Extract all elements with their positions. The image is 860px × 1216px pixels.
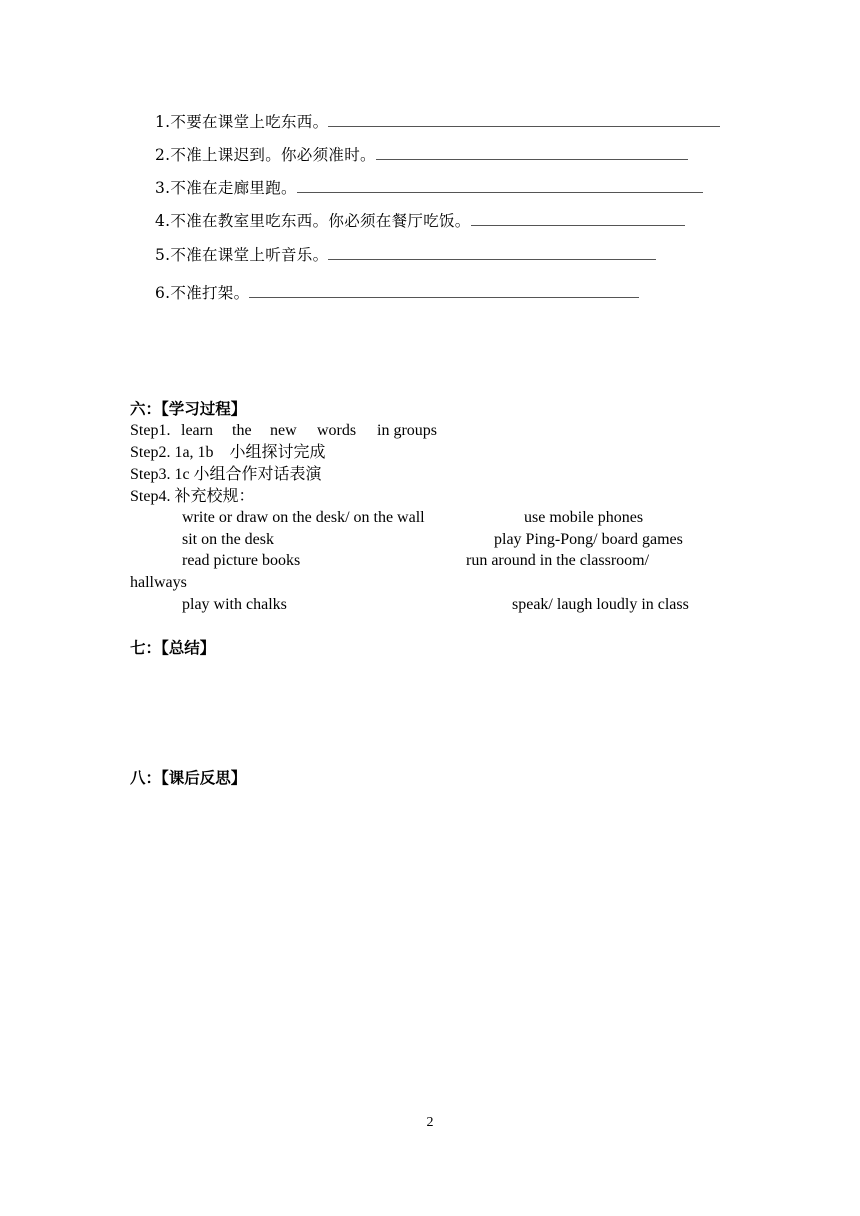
translation-item	[155, 245, 656, 265]
answer-blank[interactable]	[249, 283, 639, 298]
item-text: 不准上课迟到。你必须准时。	[170, 146, 376, 164]
step1-word: words	[317, 422, 357, 439]
rule-item: play Ping-Pong/ board games	[494, 531, 683, 548]
item-number: 6.	[155, 284, 171, 302]
section-heading-learning-process: 六：【学习过程】	[130, 400, 247, 418]
translation-item	[155, 145, 688, 165]
step2-line: Step2. 1a, 1b 小组探讨完成	[130, 444, 326, 461]
section-heading-reflection: 八：【课后反思】	[130, 769, 247, 787]
rule-item: run around in the classroom/	[466, 552, 650, 569]
rule-item: write or draw on the desk/ on the wall	[182, 509, 425, 526]
rule-item: speak/ laugh loudly in class	[512, 596, 689, 613]
rule-item: read picture books	[182, 552, 301, 569]
step1-word: the	[232, 422, 252, 439]
page-number: 2	[426, 1115, 434, 1130]
rule-item: play with chalks	[182, 596, 287, 613]
step1-line	[130, 421, 437, 441]
answer-blank[interactable]	[297, 178, 703, 193]
item-text: 不要在课堂上吃东西。	[170, 113, 329, 131]
rule-item: sit on the desk	[182, 531, 274, 548]
answer-blank[interactable]	[328, 245, 656, 260]
item-text: 不准在走廊里跑。	[170, 179, 297, 197]
item-text: 不准打架。	[170, 284, 250, 302]
item-text: 不准在教室里吃东西。你必须在餐厅吃饭。	[170, 212, 471, 230]
step1-word: new	[270, 422, 297, 439]
step1-label: Step1.	[130, 422, 171, 439]
step1-word: in groups	[377, 422, 437, 439]
answer-blank[interactable]	[328, 112, 720, 127]
item-number: 5.	[155, 246, 171, 264]
item-number: 4.	[155, 212, 171, 230]
item-number: 1.	[155, 113, 171, 131]
translation-item	[155, 283, 639, 303]
translation-item	[155, 211, 685, 231]
item-number: 3.	[155, 179, 171, 197]
section-heading-summary: 七：【总结】	[130, 639, 216, 657]
translation-item	[155, 178, 703, 198]
step1-word: learn	[181, 422, 213, 439]
step3-line: Step3. 1c 小组合作对话表演	[130, 466, 322, 483]
step4-line: Step4. 补充校规：	[130, 488, 255, 505]
rule-item: use mobile phones	[524, 509, 644, 526]
answer-blank[interactable]	[471, 211, 685, 226]
item-text: 不准在课堂上听音乐。	[170, 246, 329, 264]
item-number: 2.	[155, 146, 171, 164]
translation-item	[155, 112, 720, 132]
answer-blank[interactable]	[376, 145, 688, 160]
rule-item-continuation: hallways	[130, 574, 187, 591]
